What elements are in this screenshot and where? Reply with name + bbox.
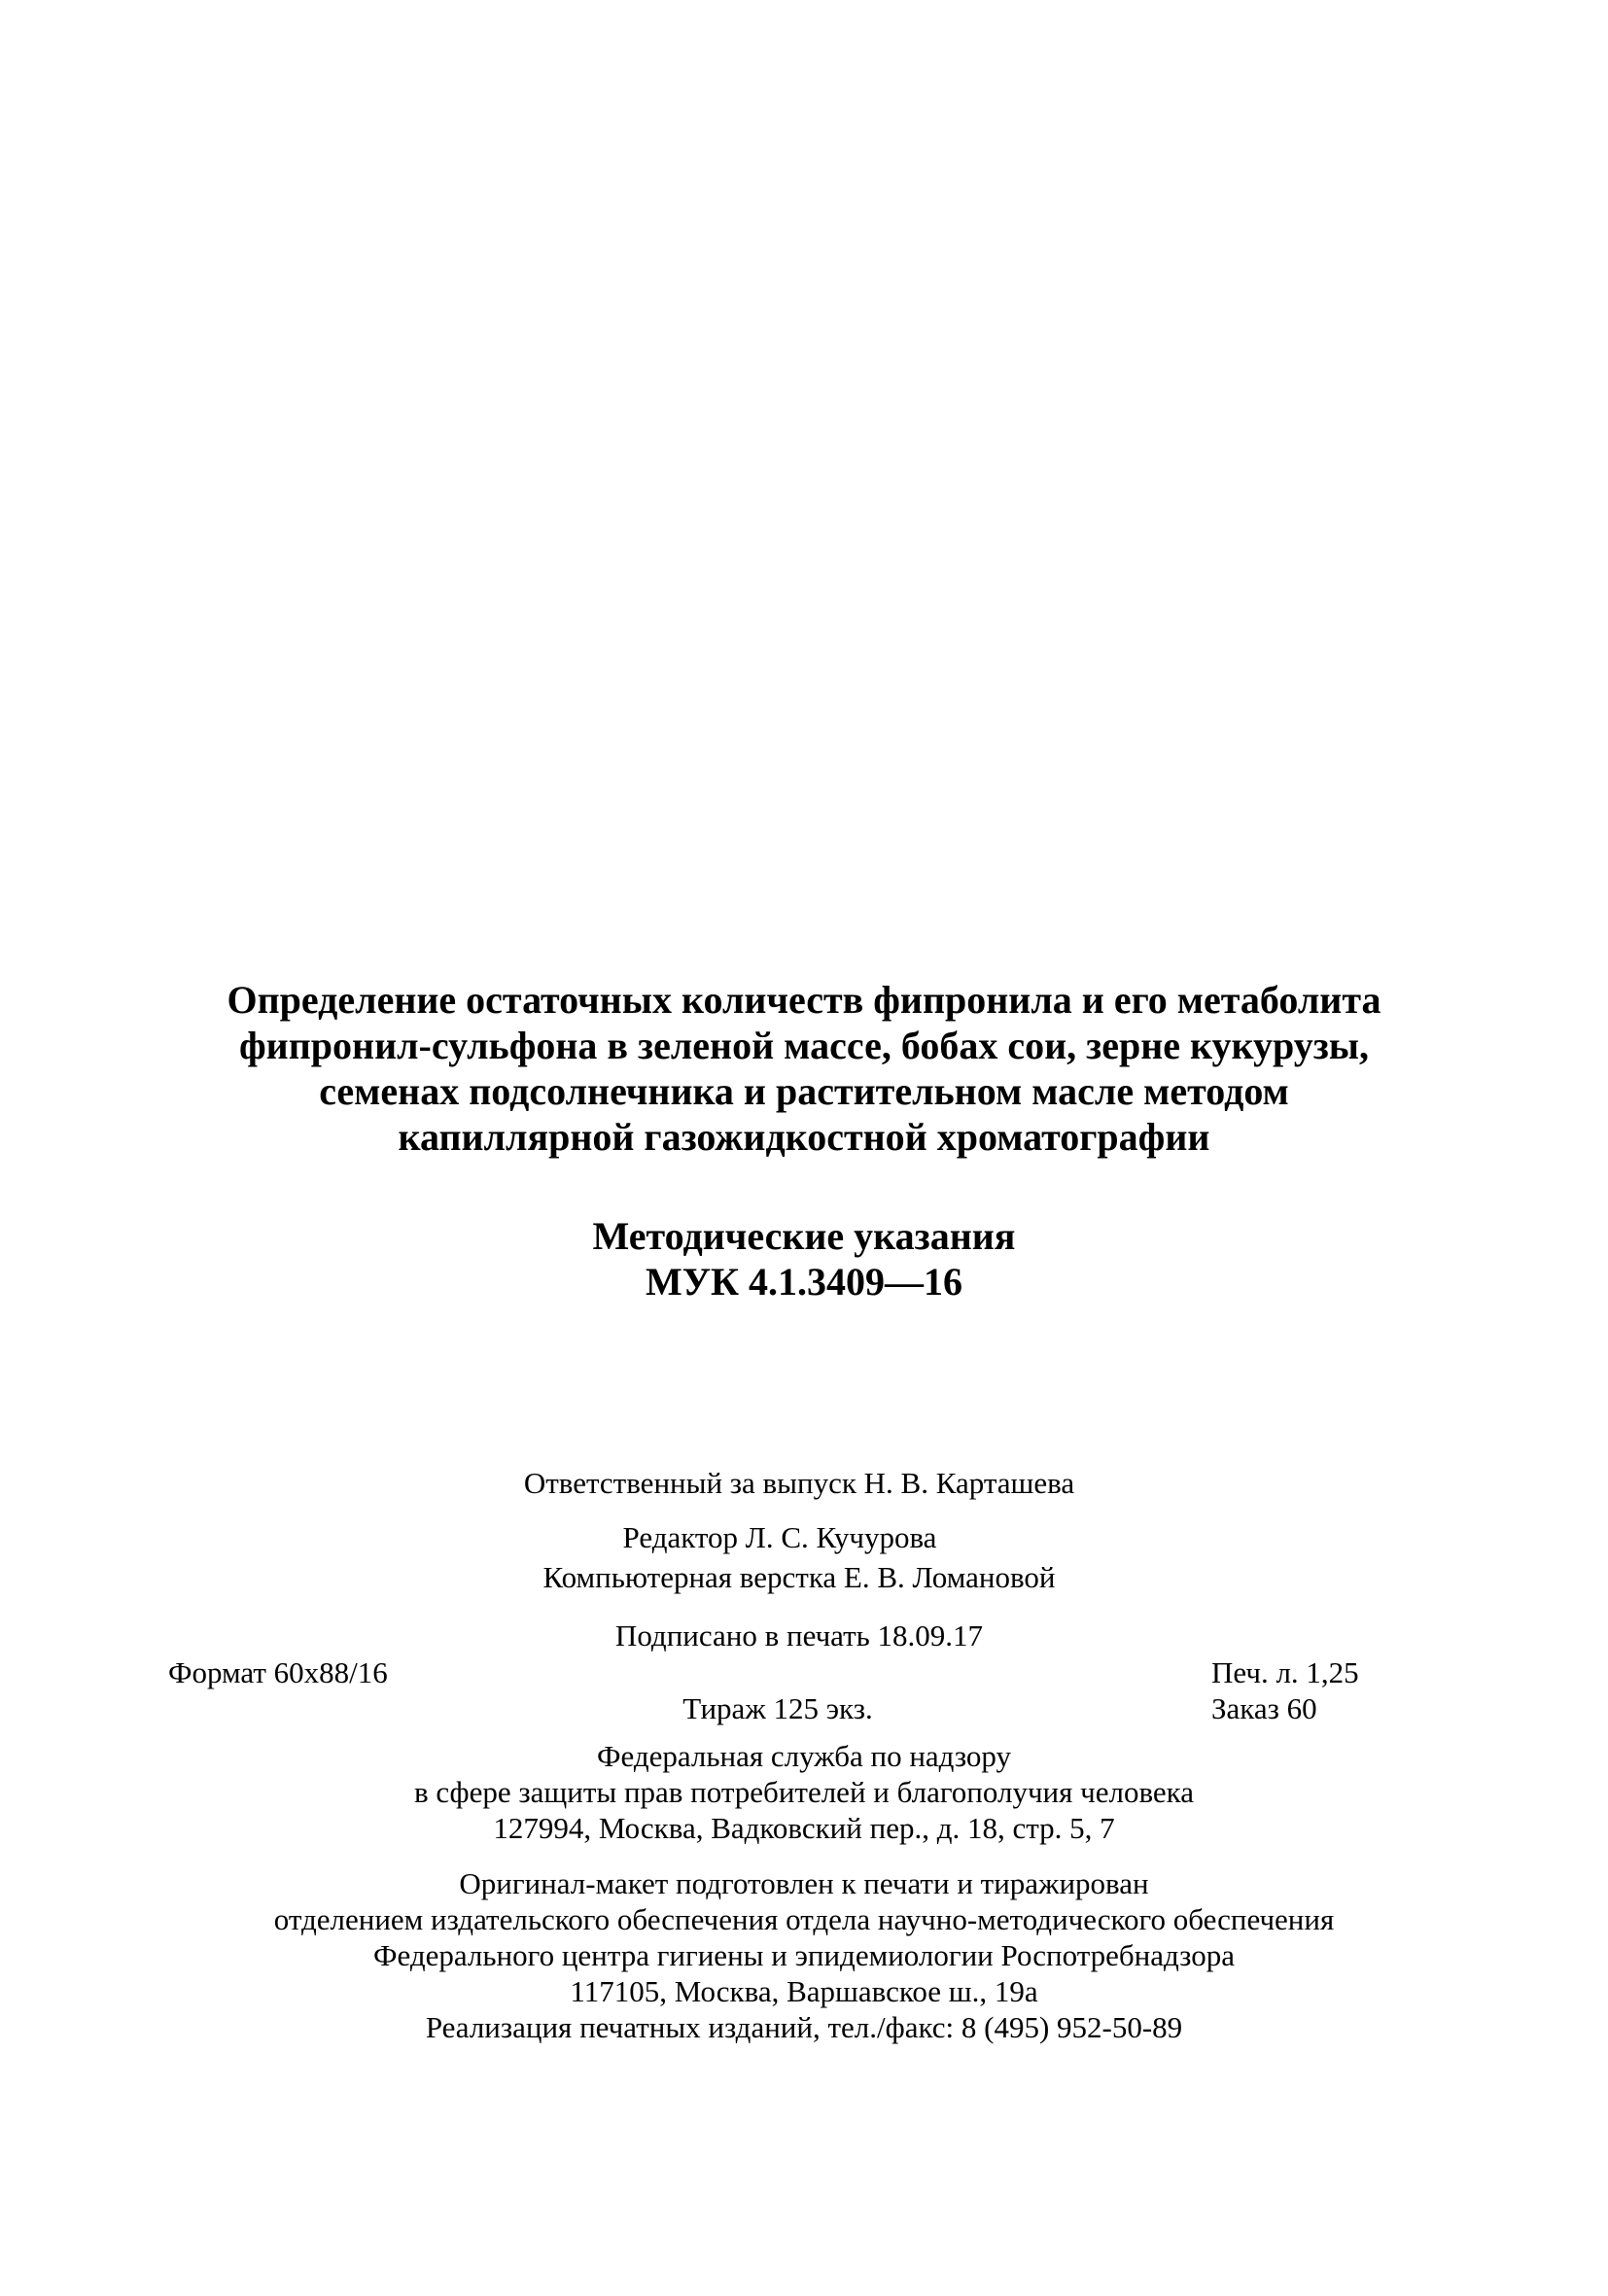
order-line: Заказ 60 [1211,1691,1317,1725]
publisher-line: Федеральная служба по надзору [597,1739,1011,1773]
printer-line: отделением издательского обеспечения отдела научно-методического обеспечения [273,1902,1335,1936]
layout-line: Компьютерная верстка Е. В. Ломановой [542,1560,1056,1594]
printer-line: Федерального центра гигиены и эпидемиологии Роспотребнадзора [373,1938,1235,1972]
title-line: семенах подсолнечника и растительном масле методом [319,1069,1289,1113]
title-line: капиллярной газожидкостной хроматографии [398,1115,1210,1159]
circulation-line: Тираж 125 экз. [682,1691,873,1725]
signed-line: Подписано в печать 18.09.17 [614,1618,984,1652]
title-line: фипронил-сульфона в зеленой массе, бобах сои, зерне кукурузы, [239,1024,1369,1067]
title-line: Определение остаточных количеств фипронила и его метаболита [227,978,1381,1022]
doc-type: Методические указания [592,1214,1016,1258]
print-sheets-line: Печ. л. 1,25 [1211,1655,1359,1689]
responsible-line: Ответственный за выпуск Н. В. Карташева [523,1466,1075,1500]
publisher-address: 127994, Москва, Вадковский пер., д. 18, стр. 5, 7 [493,1811,1115,1845]
publisher-line: в сфере защиты прав потребителей и благополучия человека [413,1775,1195,1809]
document-designation [0,1213,1608,1305]
sales-contact: Реализация печатных изданий, тел./факс: 8 (495) 952-50-89 [425,2010,1183,2044]
printer-line: Оригинал-макет подготовлен к печати и тиражирован [459,1866,1149,1900]
doc-number: МУК 4.1.3409—16 [645,1260,963,1304]
editor-line: Редактор Л. С. Кучурова [622,1520,937,1554]
document-title [0,977,1608,1160]
printer-address: 117105, Москва, Варшавское ш., 19а [570,1974,1038,2008]
format-line: Формат 60x88/16 [168,1655,388,1689]
